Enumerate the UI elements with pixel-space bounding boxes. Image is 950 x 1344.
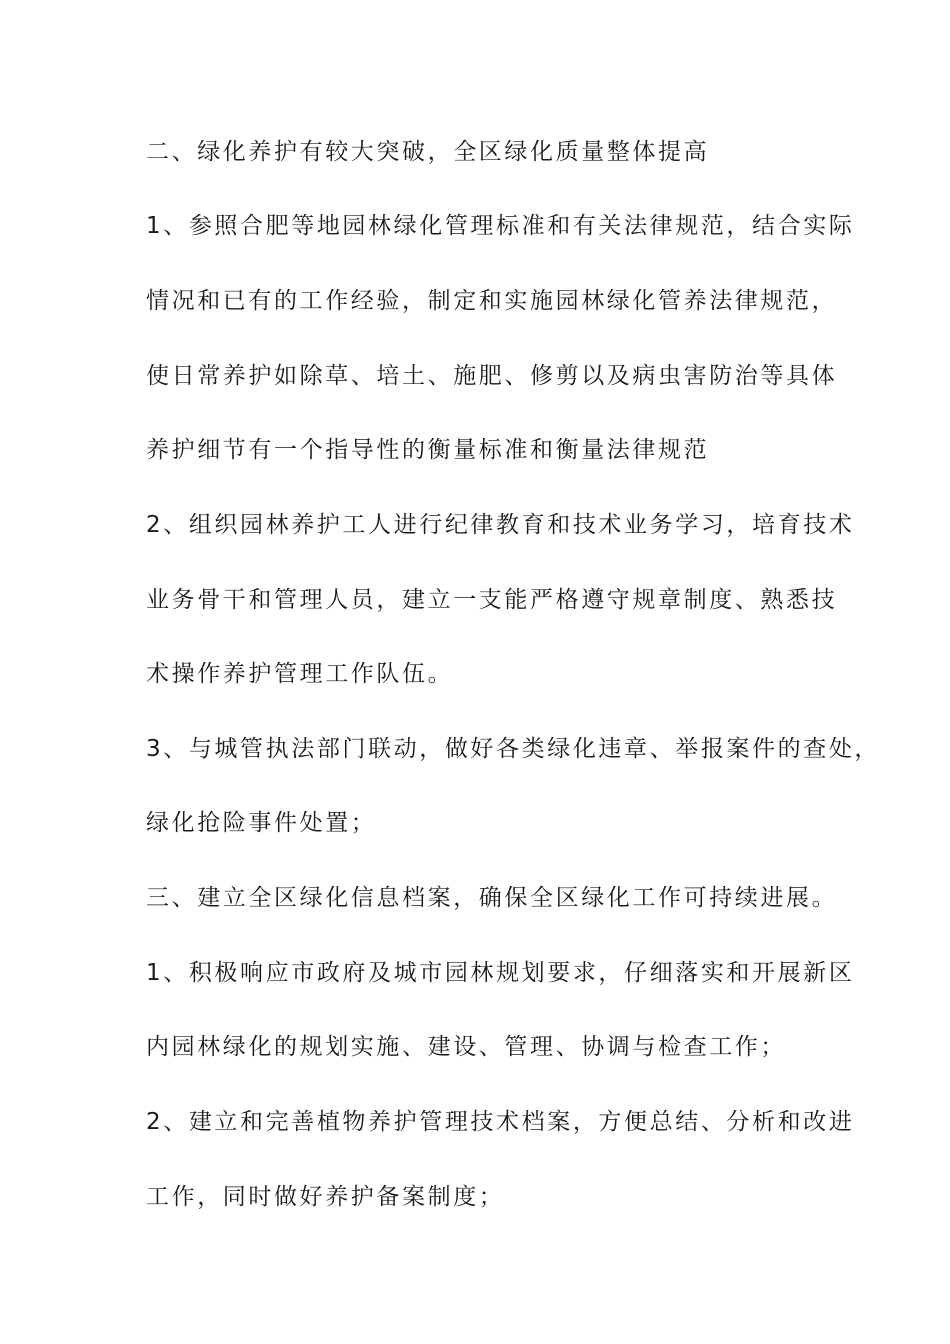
paragraph-line: 术操作养护管理工作队伍。 xyxy=(146,661,454,687)
paragraph-line: 工作，同时做好养护备案制度； xyxy=(146,1184,505,1210)
paragraph-line: 1、积极响应市政府及城市园林规划要求，仔细落实和开展新区 xyxy=(146,960,855,986)
paragraph-line: 绿化抢险事件处置； xyxy=(146,810,377,836)
paragraph-line: 业务骨干和管理人员，建立一支能严格遵守规章制度、熟悉技 xyxy=(146,587,838,613)
paragraph-line: 情况和已有的工作经验，制定和实施园林绿化管养法律规范， xyxy=(146,288,838,314)
paragraph-line: 1、参照合肥等地园林绿化管理标准和有关法律规范，结合实际 xyxy=(146,213,855,239)
paragraph-line: 3、与城管执法部门联动，做好各类绿化违章、举报案件的查处， xyxy=(146,736,881,762)
paragraph-line: 2、建立和完善植物养护管理技术档案，方便总结、分析和改进 xyxy=(146,1109,855,1135)
paragraph-line: 2、组织园林养护工人进行纪律教育和技术业务学习，培育技术 xyxy=(146,512,855,538)
section-heading-3: 三、建立全区绿化信息档案，确保全区绿化工作可持续进展。 xyxy=(146,885,838,911)
paragraph-line: 使日常养护如除草、培土、施肥、修剪以及病虫害防治等具体 xyxy=(146,363,838,389)
paragraph-line: 养护细节有一个指导性的衡量标准和衡量法律规范 xyxy=(146,437,710,463)
paragraph-line: 内园林绿化的规划实施、建设、管理、协调与检查工作； xyxy=(146,1034,786,1060)
section-heading-2: 二、绿化养护有较大突破，全区绿化质量整体提高 xyxy=(146,139,710,165)
